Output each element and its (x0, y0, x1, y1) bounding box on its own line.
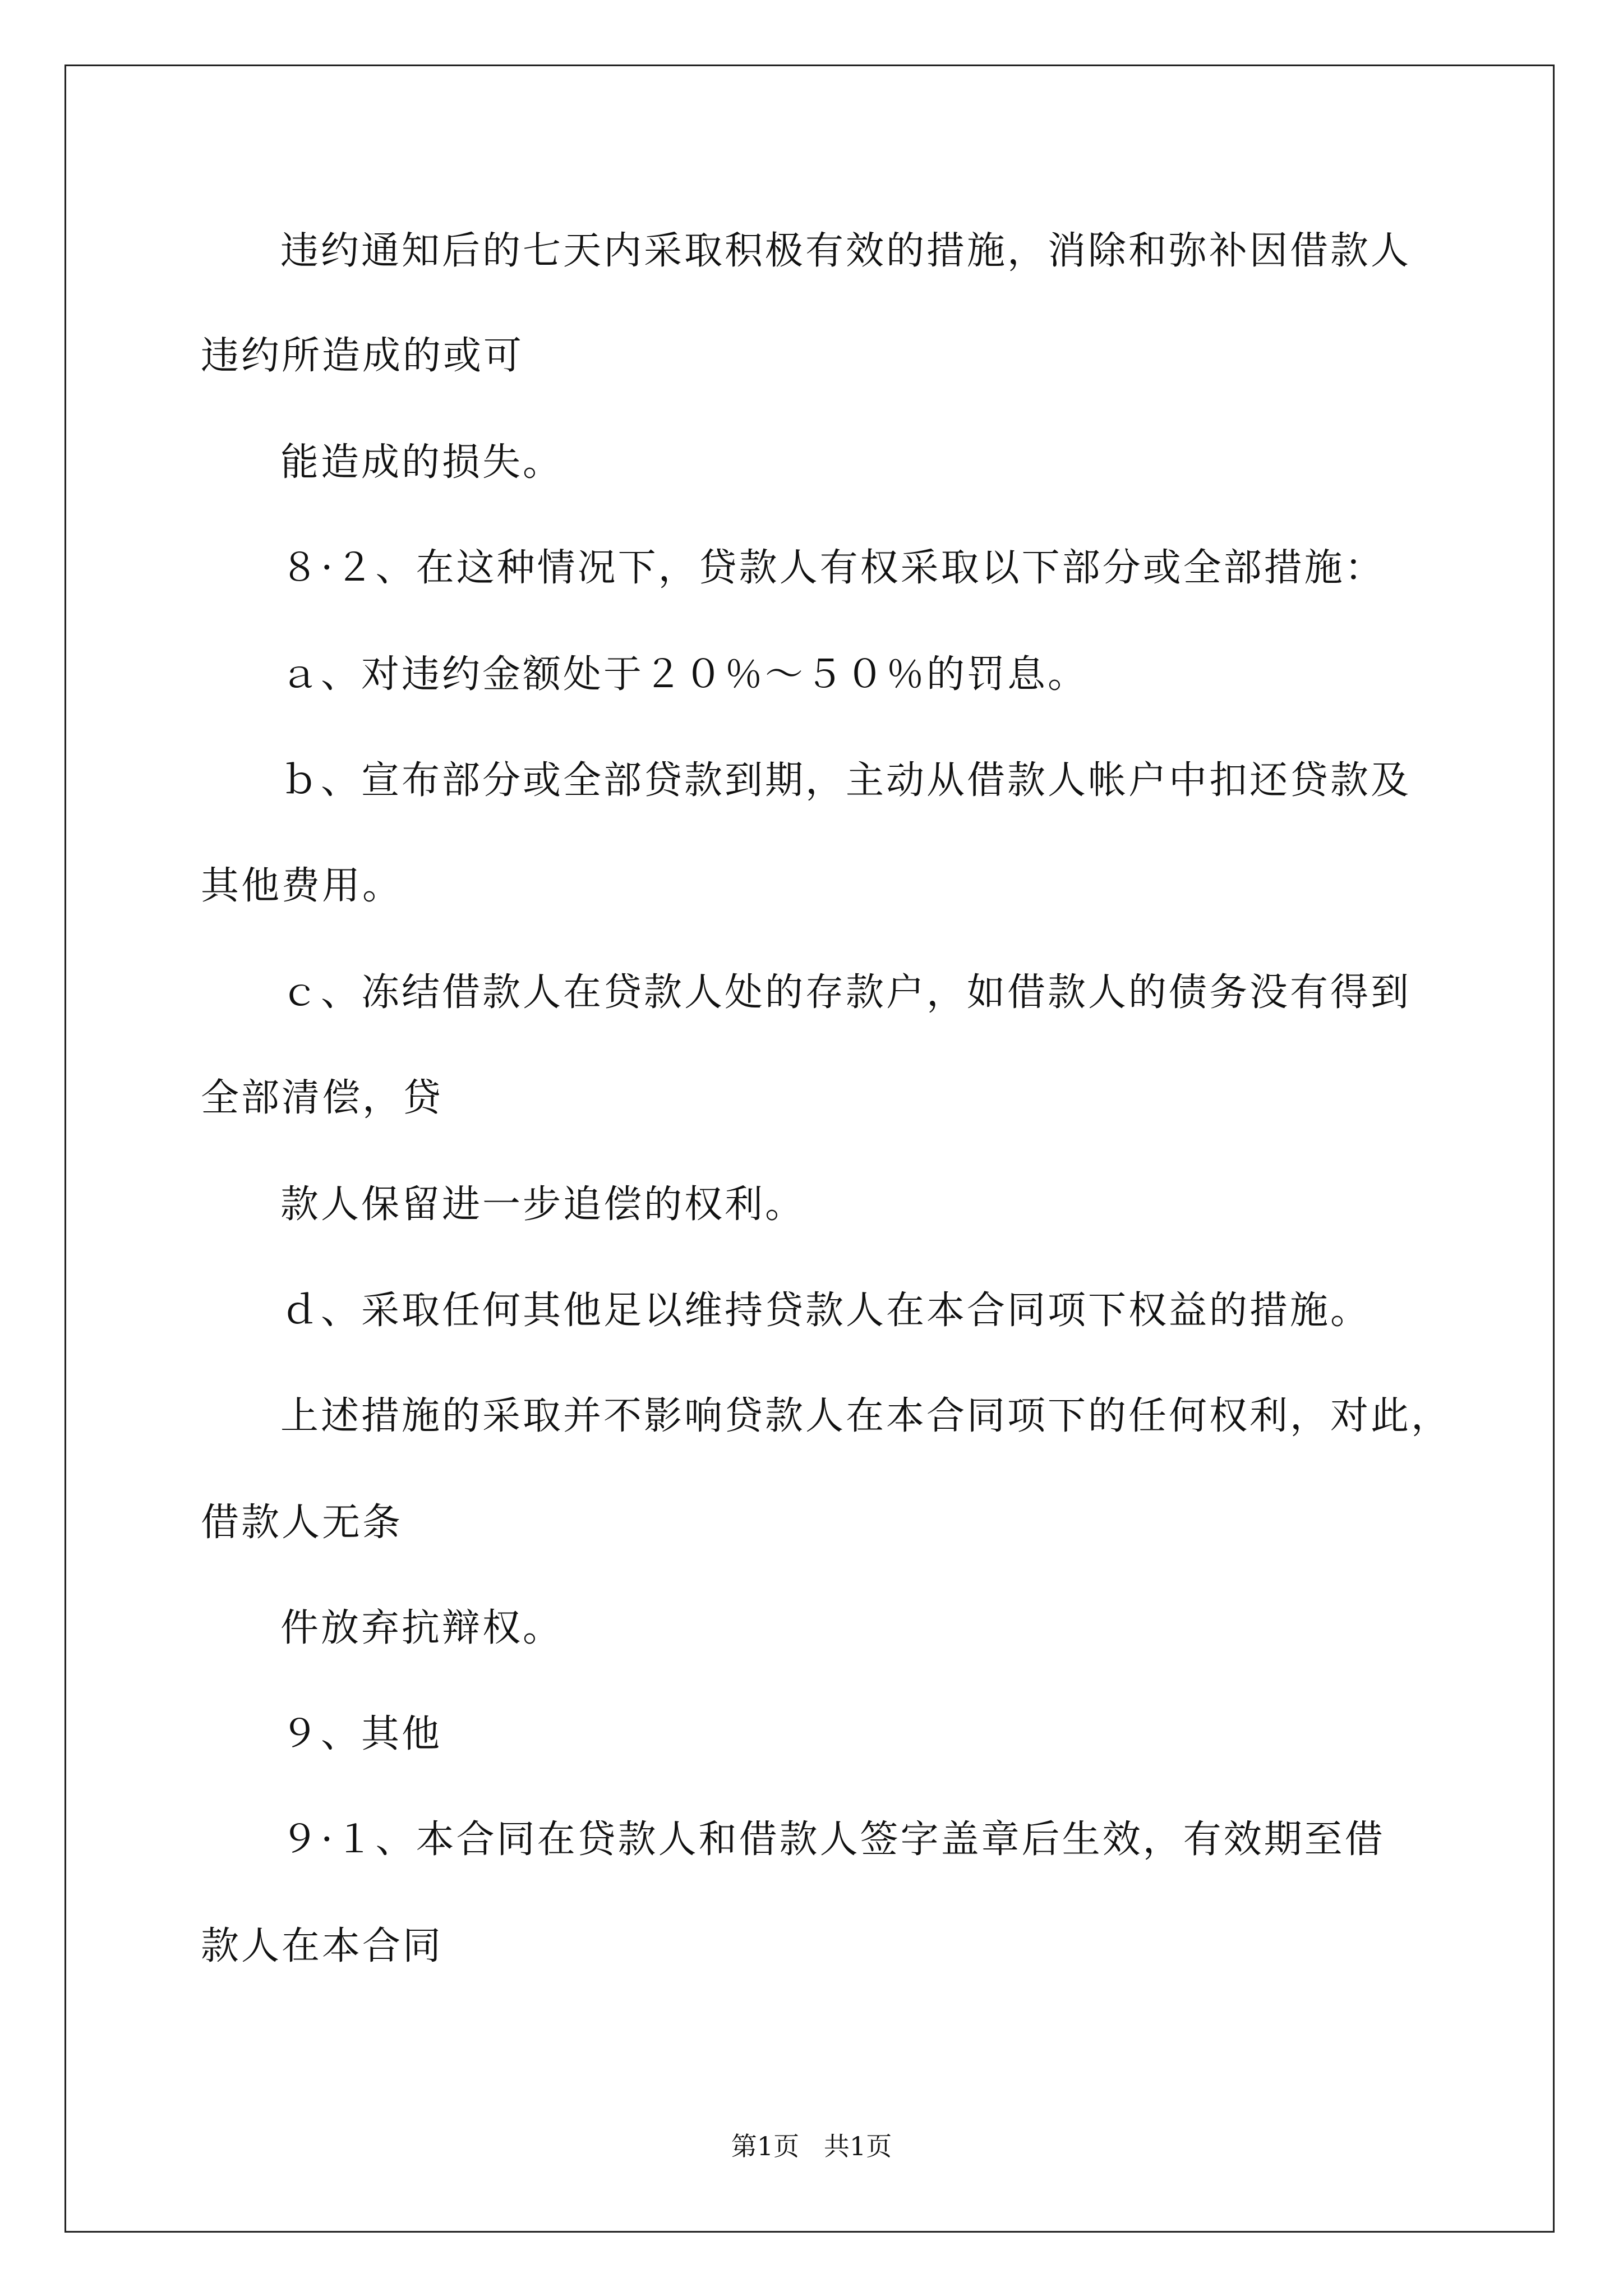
text-line: ａ、对违约金额处于２０％～５０％的罚息。 (280, 652, 1089, 697)
page-number-footer: 第1页 共1页 (731, 2131, 892, 2161)
text-line: 款人保留进一步追偿的权利。 (280, 1182, 806, 1227)
text-line: ｄ、采取任何其他足以维持贷款人在本合同项下权益的措施。 (280, 1289, 1371, 1333)
text-line: ｃ、冻结借款人在贷款人处的存款户，如借款人的债务没有得到 (280, 970, 1412, 1015)
text-line: 上述措施的采取并不影响贷款人在本合同项下的任何权利，对此， (280, 1394, 1452, 1438)
text-line: 款人在本合同 (201, 1924, 444, 1968)
text-line: 全部清偿，贷 (201, 1076, 444, 1120)
text-line: 借款人无条 (201, 1501, 403, 1545)
page-frame (64, 65, 1555, 2233)
text-line: ８·２、在这种情况下，贷款人有权采取以下部分或全部措施： (280, 546, 1385, 590)
text-line: 能造成的损失。 (280, 440, 564, 485)
text-line: 违约所造成的或可 (201, 334, 524, 378)
text-line: ９·１、本合同在贷款人和借款人签字盖章后生效，有效期至借 (280, 1818, 1385, 1862)
text-line: 违约通知后的七天内采取积极有效的措施，消除和弥补因借款人 (280, 229, 1412, 273)
text-line: 件放弃抗辩权。 (280, 1606, 564, 1650)
text-line: ｂ、宣布部分或全部贷款到期，主动从借款人帐户中扣还贷款及 (280, 758, 1412, 803)
text-line: ９、其他 (280, 1712, 442, 1756)
text-line: 其他费用。 (201, 864, 403, 908)
